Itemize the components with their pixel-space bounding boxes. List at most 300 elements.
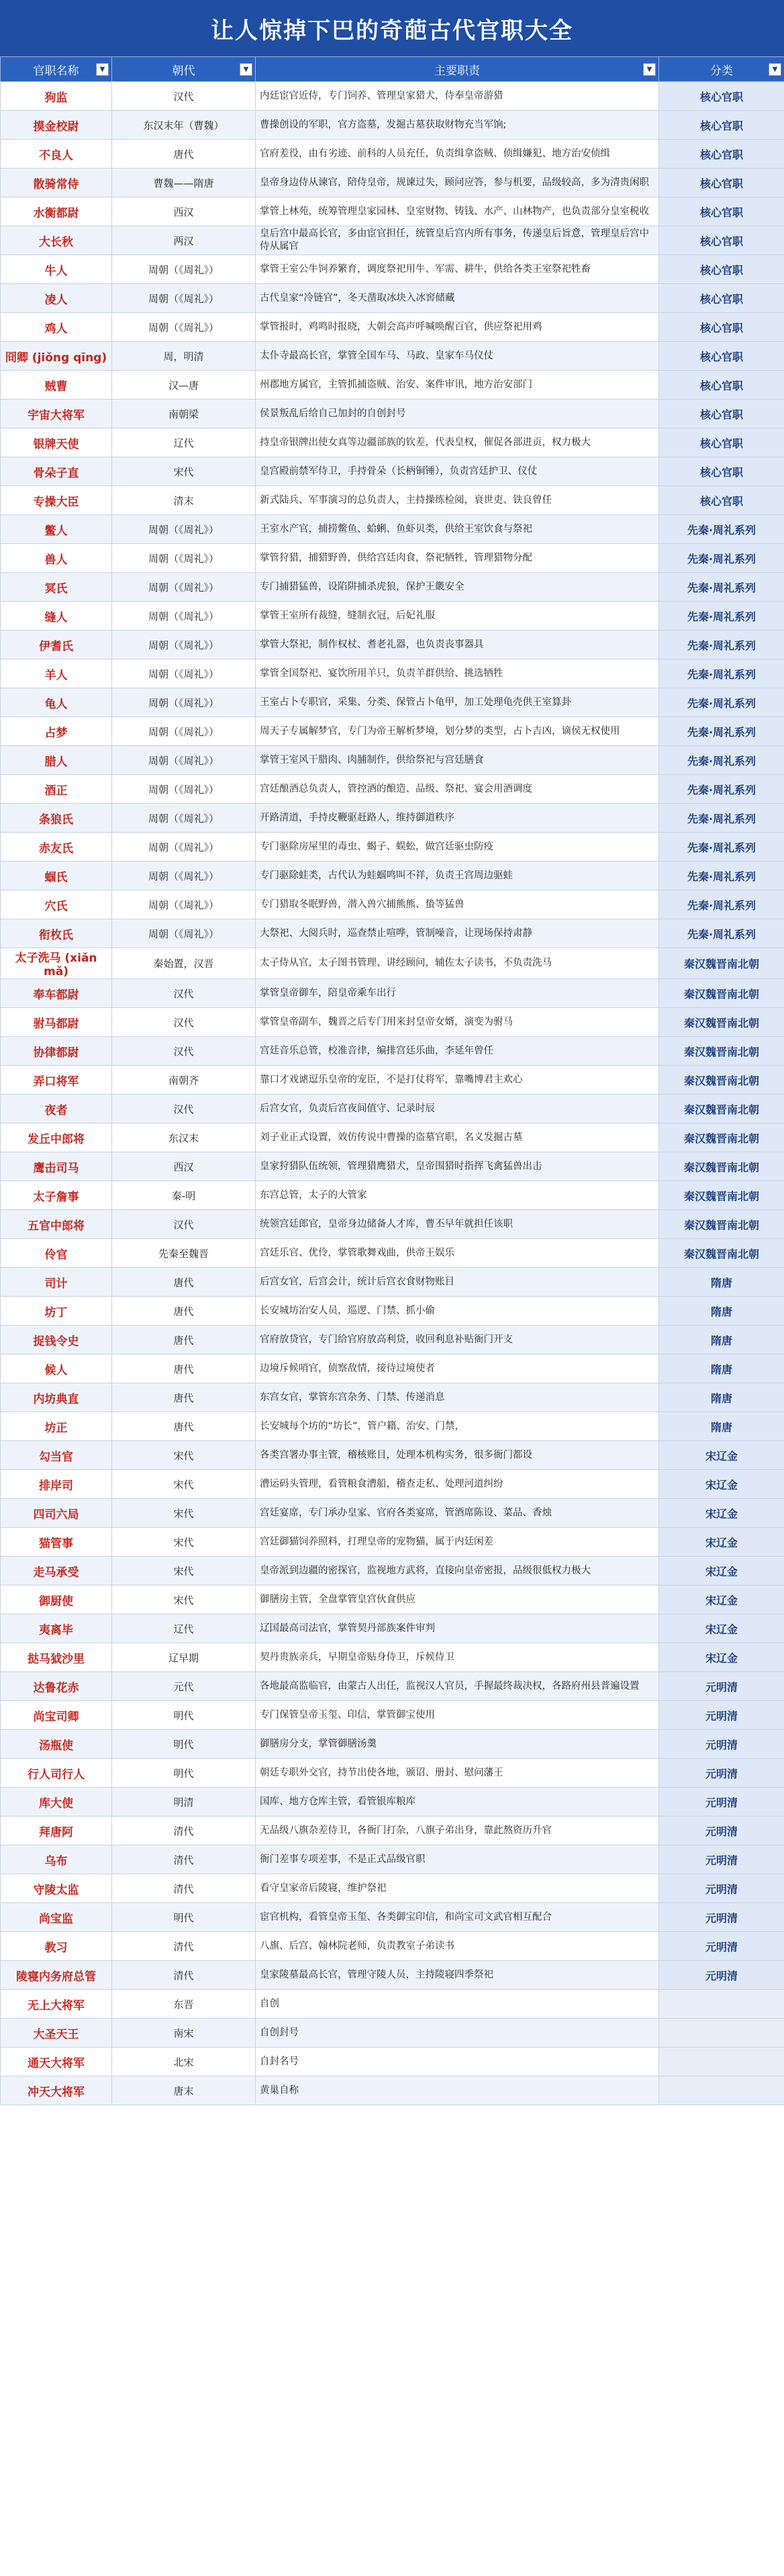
category-cell[interactable]: 隋唐 [659, 1412, 784, 1441]
dynasty-cell[interactable]: 周朝（《周礼》） [112, 544, 256, 573]
dynasty-cell[interactable]: 辽代 [112, 428, 256, 457]
category-cell[interactable]: 隋唐 [659, 1297, 784, 1326]
category-cell[interactable]: 先秦·周礼系列 [659, 659, 784, 688]
category-cell[interactable]: 先秦·周礼系列 [659, 515, 784, 544]
dynasty-cell[interactable]: 唐代 [112, 1326, 256, 1354]
category-cell[interactable]: 先秦·周礼系列 [659, 890, 784, 919]
duty-cell[interactable]: 自创封号 [256, 2019, 659, 2048]
official-name-cell[interactable]: 夜者 [1, 1095, 112, 1123]
duty-cell[interactable]: 掌管狩猎，捕猎野兽，供给宫廷肉食，祭祀牺牲，管理猎物分配 [256, 544, 659, 573]
duty-cell[interactable]: 持皇帝银牌出使女真等边疆部族的钦差，代表皇权，催促各部进贡，权力极大 [256, 428, 659, 457]
category-cell[interactable]: 秦汉魏晋南北朝 [659, 948, 784, 979]
category-cell[interactable]: 先秦·周礼系列 [659, 919, 784, 948]
duty-cell[interactable]: 新式陆兵、军事演习的总负责人，主持操练检阅，衰世吏、铁良曾任 [256, 486, 659, 515]
official-name-cell[interactable]: 酒正 [1, 775, 112, 804]
dynasty-cell[interactable]: 东晋 [112, 1990, 256, 2019]
table-row [1, 1008, 784, 1037]
dynasty-cell[interactable]: 南朝梁 [112, 400, 256, 428]
category-cell[interactable]: 宋辽金 [659, 1499, 784, 1528]
category-cell[interactable]: 隋唐 [659, 1268, 784, 1297]
duty-cell[interactable]: 宫廷乐官、优伶，掌管歌舞戏曲，供帝王娱乐 [256, 1239, 659, 1268]
category-cell[interactable]: 秦汉魏晋南北朝 [659, 1123, 784, 1152]
dynasty-cell[interactable]: 南朝齐 [112, 1066, 256, 1095]
official-name-cell[interactable]: 冲天大将军 [1, 2076, 112, 2105]
category-cell[interactable]: 先秦·周礼系列 [659, 717, 784, 746]
category-cell[interactable]: 先秦·周礼系列 [659, 804, 784, 833]
official-name-cell[interactable]: 挞马狘沙里 [1, 1643, 112, 1672]
duty-cell[interactable]: 州郡地方属官，主管抓捕盗贼、治安、案件审讯，地方治安部门 [256, 371, 659, 400]
official-name-cell[interactable]: 汤瓶使 [1, 1730, 112, 1759]
category-cell[interactable]: 秦汉魏晋南北朝 [659, 1239, 784, 1268]
duty-cell[interactable]: 御膳房分支，掌管御膳汤羹 [256, 1730, 659, 1759]
dynasty-cell[interactable]: 东汉末年（曹魏） [112, 111, 256, 140]
duty-cell[interactable]: 黄巢自称 [256, 2076, 659, 2105]
dynasty-cell[interactable]: 东汉末 [112, 1123, 256, 1152]
dynasty-cell[interactable]: 宋代 [112, 1470, 256, 1499]
dynasty-cell[interactable]: 周朝（《周礼》） [112, 862, 256, 890]
official-name-cell[interactable]: 尚宝司卿 [1, 1701, 112, 1730]
table-row [1, 1961, 784, 1990]
duty-cell[interactable]: 掌管全国祭祀、宴饮所用羊只，负责羊群供给、挑选牺牲 [256, 659, 659, 688]
dynasty-cell[interactable]: 周朝（《周礼》） [112, 573, 256, 602]
official-name-cell[interactable]: 拜唐阿 [1, 1816, 112, 1845]
category-cell[interactable]: 秦汉魏晋南北朝 [659, 1008, 784, 1037]
category-cell[interactable]: 宋辽金 [659, 1470, 784, 1499]
dynasty-cell[interactable]: 西汉 [112, 197, 256, 226]
category-cell[interactable]: 核心官职 [659, 82, 784, 111]
dynasty-cell[interactable]: 汉代 [112, 1037, 256, 1066]
official-name-cell[interactable]: 衔枚氏 [1, 919, 112, 948]
dynasty-cell[interactable]: 明清 [112, 1788, 256, 1816]
category-cell[interactable] [659, 1990, 784, 2019]
duty-cell[interactable]: 各类宫署办事主管，稽核账目，处理本机构实务，很多衙门都设 [256, 1441, 659, 1470]
table-row [1, 1499, 784, 1528]
duty-cell[interactable]: 自创 [256, 1990, 659, 2019]
duty-cell[interactable]: 长安城坊治安人员，巡逻、门禁、抓小偷 [256, 1297, 659, 1326]
dynasty-cell[interactable]: 周朝（《周礼》） [112, 284, 256, 313]
official-name-cell[interactable]: 占梦 [1, 717, 112, 746]
duty-cell[interactable]: 太仆寺最高长官，掌管全国车马、马政、皇家车马仪仗 [256, 342, 659, 371]
duty-cell[interactable]: 宫廷酿酒总负责人，管控酒的酿造、品级、祭祀、宴会用酒调度 [256, 775, 659, 804]
official-name-cell[interactable]: 行人司行人 [1, 1759, 112, 1788]
duty-cell[interactable]: 官府差役，由有劣迹、前科的人员充任，负责缉拿盗贼、侦缉嫌犯、地方治安侦缉 [256, 140, 659, 169]
dynasty-cell[interactable]: 两汉 [112, 226, 256, 255]
duty-cell[interactable]: 曹操创设的军职，官方盗墓，发掘古墓获取财物充当军饷; [256, 111, 659, 140]
category-cell[interactable]: 秦汉魏晋南北朝 [659, 1210, 784, 1239]
official-name-cell[interactable]: 凌人 [1, 284, 112, 313]
category-cell[interactable]: 元明清 [659, 1961, 784, 1990]
duty-cell[interactable]: 东宫总管，太子的大管家 [256, 1181, 659, 1210]
category-cell[interactable]: 先秦·周礼系列 [659, 833, 784, 862]
duty-cell[interactable]: 看守皇家帝后陵寝，维护祭祀 [256, 1874, 659, 1903]
duty-cell[interactable]: 掌管大祭祀，制作权杖、耆老礼器，也负责丧事器具 [256, 631, 659, 659]
official-name-cell[interactable]: 鸡人 [1, 313, 112, 342]
duty-cell[interactable]: 皇宫殿前禁军侍卫，手持骨朵（长柄铜锤），负责宫廷护卫、仪仗 [256, 457, 659, 486]
dynasty-cell[interactable]: 汉代 [112, 1008, 256, 1037]
category-cell[interactable]: 元明清 [659, 1672, 784, 1701]
dynasty-cell[interactable]: 辽早期 [112, 1643, 256, 1672]
category-cell[interactable]: 宋辽金 [659, 1557, 784, 1585]
category-cell[interactable]: 秦汉魏晋南北朝 [659, 1181, 784, 1210]
category-cell[interactable]: 核心官职 [659, 428, 784, 457]
duty-cell[interactable]: 专门驱除房屋里的毒虫、蝎子、蜈蚣，做宫廷驱虫防疫 [256, 833, 659, 862]
dynasty-cell[interactable]: 先秦至魏晋 [112, 1239, 256, 1268]
dynasty-cell[interactable]: 唐代 [112, 1412, 256, 1441]
category-cell[interactable]: 核心官职 [659, 313, 784, 342]
table-row [1, 775, 784, 804]
official-name-cell[interactable]: 穴氏 [1, 890, 112, 919]
category-cell[interactable]: 核心官职 [659, 226, 784, 255]
official-name-cell[interactable]: 达鲁花赤 [1, 1672, 112, 1701]
table-row [1, 1268, 784, 1297]
category-cell[interactable]: 先秦·周礼系列 [659, 602, 784, 631]
official-name-cell[interactable]: 银牌天使 [1, 428, 112, 457]
dynasty-cell[interactable]: 周朝（《周礼》） [112, 919, 256, 948]
dynasty-cell[interactable]: 宋代 [112, 1499, 256, 1528]
official-name-cell[interactable]: 发丘中郎将 [1, 1123, 112, 1152]
duty-cell[interactable]: 后宫女官，后宫会计，统计后宫衣食财物账目 [256, 1268, 659, 1297]
dynasty-cell[interactable]: 宋代 [112, 1557, 256, 1585]
duty-cell[interactable]: 辽国最高司法官，掌管契丹部族案件审判 [256, 1614, 659, 1643]
filter-dropdown-icon[interactable]: ▼ [643, 63, 656, 76]
duty-cell[interactable]: 皇后宫中最高长官，多由宦官担任，统管皇后宫内所有事务，传递皇后旨意，管理皇后宫中侍从属官 [256, 226, 659, 255]
dynasty-cell[interactable]: 宋代 [112, 457, 256, 486]
dynasty-cell[interactable]: 宋代 [112, 1585, 256, 1614]
category-cell[interactable]: 先秦·周礼系列 [659, 573, 784, 602]
dynasty-cell[interactable]: 唐代 [112, 1383, 256, 1412]
official-name-cell[interactable]: 大圣天王 [1, 2019, 112, 2048]
category-cell[interactable]: 秦汉魏晋南北朝 [659, 1066, 784, 1095]
official-name-cell[interactable]: 蝈氏 [1, 862, 112, 890]
duty-cell[interactable]: 侯景叛乱后给自己加封的自创封号 [256, 400, 659, 428]
duty-cell[interactable]: 周天子专属解梦官，专门为帝王解析梦境，划分梦的类型，占卜吉凶，谪侯无权使用 [256, 717, 659, 746]
duty-cell[interactable]: 后宫女官，负责后宫夜间值守、记录时辰 [256, 1095, 659, 1123]
official-name-cell[interactable]: 驸马都尉 [1, 1008, 112, 1037]
official-name-cell[interactable]: 库大使 [1, 1788, 112, 1816]
category-cell[interactable]: 先秦·周礼系列 [659, 631, 784, 659]
table-row [1, 1037, 784, 1066]
duty-cell[interactable]: 王室占卜专职官，采集、分类、保管占卜龟甲，加工处理龟壳供王室算卦 [256, 688, 659, 717]
table-row [1, 948, 784, 979]
dynasty-cell[interactable]: 周朝（《周礼》） [112, 659, 256, 688]
duty-cell[interactable]: 古代皇家“冷链官”，冬天凿取冰块入冰窖储藏 [256, 284, 659, 313]
duty-cell[interactable]: 八旗、后宫、翰林院老师，负责教室子弟读书 [256, 1932, 659, 1961]
official-name-cell[interactable]: 通天大将军 [1, 2048, 112, 2076]
table-row [1, 169, 784, 197]
category-cell[interactable]: 核心官职 [659, 169, 784, 197]
official-name-cell[interactable]: 太子洗马 (xiǎn mǎ) [1, 948, 112, 979]
official-name-cell[interactable]: 尚宝监 [1, 1903, 112, 1932]
dynasty-cell[interactable]: 周朝（《周礼》） [112, 890, 256, 919]
duty-cell[interactable]: 掌管王室所有裁缝，缝制衣冠，后妃礼服 [256, 602, 659, 631]
official-name-cell[interactable]: 羊人 [1, 659, 112, 688]
duty-cell[interactable]: 宦官机构，看管皇帝玉玺、各类御宝印信，和尚宝司文武官相互配合 [256, 1903, 659, 1932]
category-cell[interactable]: 秦汉魏晋南北朝 [659, 1095, 784, 1123]
official-name-cell[interactable]: 协律都尉 [1, 1037, 112, 1066]
duty-cell[interactable]: 官府放贷官，专门给官府放高利贷，收回利息补贴衙门开支 [256, 1326, 659, 1354]
duty-cell[interactable]: 各地最高监临官，由蒙古人出任，监视汉人官员，手握最终裁决权，各路府州县普遍设置 [256, 1672, 659, 1701]
official-name-cell[interactable]: 弄口将军 [1, 1066, 112, 1095]
official-name-cell[interactable]: 候人 [1, 1354, 112, 1383]
category-cell[interactable]: 宋辽金 [659, 1614, 784, 1643]
official-name-cell[interactable]: 猫管事 [1, 1528, 112, 1557]
duty-cell[interactable]: 无品级八旗杂差侍卫，各衙门打杂，八旗子弟出身，靠此熬资历升官 [256, 1816, 659, 1845]
table-row [1, 226, 784, 255]
official-name-cell[interactable]: 兽人 [1, 544, 112, 573]
official-name-cell[interactable]: 散骑常侍 [1, 169, 112, 197]
category-cell[interactable]: 元明清 [659, 1730, 784, 1759]
dynasty-cell[interactable]: 明代 [112, 1730, 256, 1759]
category-cell[interactable]: 核心官职 [659, 284, 784, 313]
official-name-cell[interactable]: 坊正 [1, 1412, 112, 1441]
dynasty-cell[interactable]: 周朝（《周礼》） [112, 602, 256, 631]
duty-cell[interactable]: 内廷宦官近侍，专门饲养、管理皇家猎犬，侍奉皇帝游猎 [256, 82, 659, 111]
official-name-cell[interactable]: 排岸司 [1, 1470, 112, 1499]
official-name-cell[interactable]: 走马承受 [1, 1557, 112, 1585]
category-cell[interactable] [659, 2076, 784, 2105]
category-cell[interactable]: 宋辽金 [659, 1585, 784, 1614]
dynasty-cell[interactable]: 周朝（《周礼》） [112, 775, 256, 804]
duty-cell[interactable]: 契丹贵族亲兵，早期皇帝贴身侍卫，斥候侍卫 [256, 1643, 659, 1672]
duty-cell[interactable]: 漕运码头管理，看管粮食漕船，稽查走私、处理河道纠纷 [256, 1470, 659, 1499]
category-cell[interactable]: 宋辽金 [659, 1528, 784, 1557]
official-name-cell[interactable]: 水衡都尉 [1, 197, 112, 226]
dynasty-cell[interactable]: 宋代 [112, 1528, 256, 1557]
table-row [1, 573, 784, 602]
category-cell[interactable]: 核心官职 [659, 255, 784, 284]
duty-cell[interactable]: 掌管皇帝副车，魏晋之后专门用来封皇帝女婿，演变为驸马 [256, 1008, 659, 1037]
dynasty-cell[interactable]: 秦始置，汉晋 [112, 948, 256, 979]
dynasty-cell[interactable]: 元代 [112, 1672, 256, 1701]
duty-cell[interactable]: 专门驱除蛙类，古代认为蛙蝈鸣叫不祥，负责王宫周边驱蛙 [256, 862, 659, 890]
dynasty-cell[interactable]: 周朝（《周礼》） [112, 833, 256, 862]
table-row [1, 284, 784, 313]
category-cell[interactable]: 宋辽金 [659, 1441, 784, 1470]
dynasty-cell[interactable]: 周朝（《周礼》） [112, 804, 256, 833]
official-name-cell[interactable]: 专操大臣 [1, 486, 112, 515]
category-cell[interactable]: 元明清 [659, 1874, 784, 1903]
official-name-cell[interactable]: 鳖人 [1, 515, 112, 544]
category-cell[interactable]: 元明清 [659, 1903, 784, 1932]
category-cell[interactable]: 元明清 [659, 1701, 784, 1730]
dynasty-cell[interactable]: 明代 [112, 1903, 256, 1932]
dynasty-cell[interactable]: 西汉 [112, 1152, 256, 1181]
duty-cell[interactable]: 太子侍从官，太子图书管理、讲经顾问，辅佐太子读书，不负责洗马 [256, 948, 659, 979]
category-cell[interactable]: 核心官职 [659, 197, 784, 226]
duty-cell[interactable]: 皇帝身边侍从谏官，陪侍皇帝，规谏过失，顾问应答，参与机要，品级较高，多为清贵闲职 [256, 169, 659, 197]
category-cell[interactable]: 先秦·周礼系列 [659, 775, 784, 804]
official-name-cell[interactable]: 龟人 [1, 688, 112, 717]
category-cell[interactable]: 核心官职 [659, 342, 784, 371]
duty-cell[interactable]: 刘子业正式设置，效仿传说中曹操的盗墓官职，名义发掘古墓 [256, 1123, 659, 1152]
category-cell[interactable]: 隋唐 [659, 1326, 784, 1354]
dynasty-cell[interactable]: 周朝（《周礼》） [112, 717, 256, 746]
duty-cell[interactable]: 长安城每个坊的“坊长”，管户籍、治安、门禁， [256, 1412, 659, 1441]
dynasty-cell[interactable]: 唐末 [112, 2076, 256, 2105]
duty-cell[interactable]: 靠口才戏谑逗乐皇帝的宠臣，不是打仗将军，靠嘴博君主欢心 [256, 1066, 659, 1095]
dynasty-cell[interactable]: 周朝（《周礼》） [112, 515, 256, 544]
official-name-cell[interactable]: 乌布 [1, 1845, 112, 1874]
official-name-cell[interactable]: 冏卿 (jiǒng qīng) [1, 342, 112, 371]
category-cell[interactable]: 秦汉魏晋南北朝 [659, 1037, 784, 1066]
official-name-cell[interactable]: 不良人 [1, 140, 112, 169]
official-name-cell[interactable]: 鹰击司马 [1, 1152, 112, 1181]
duty-cell[interactable]: 御膳房主管，全盘掌管皇宫伙食供应 [256, 1585, 659, 1614]
dynasty-cell[interactable]: 清代 [112, 1961, 256, 1990]
dynasty-cell[interactable]: 周朝（《周礼》） [112, 746, 256, 775]
duty-cell[interactable]: 东宫女官，掌管东宫杂务、门禁、传递消息 [256, 1383, 659, 1412]
official-name-cell[interactable]: 御厨使 [1, 1585, 112, 1614]
dynasty-cell[interactable]: 清代 [112, 1845, 256, 1874]
dynasty-cell[interactable]: 周朝（《周礼》） [112, 313, 256, 342]
duty-cell[interactable]: 掌管皇帝御车，陪皇帝乘车出行 [256, 979, 659, 1008]
official-name-cell[interactable]: 奉车都尉 [1, 979, 112, 1008]
duty-cell[interactable]: 自封名号 [256, 2048, 659, 2076]
dynasty-cell[interactable]: 宋代 [112, 1441, 256, 1470]
official-name-cell[interactable]: 赤友氏 [1, 833, 112, 862]
duty-cell[interactable]: 统领宫廷郎官，皇帝身边储备人才库，曹丕早年就担任该职 [256, 1210, 659, 1239]
dynasty-cell[interactable]: 周朝（《周礼》） [112, 688, 256, 717]
duty-cell[interactable]: 边境斥候哨官，侦察敌情，接待过境使者 [256, 1354, 659, 1383]
dynasty-cell[interactable]: 清末 [112, 486, 256, 515]
official-name-cell[interactable]: 冥氏 [1, 573, 112, 602]
duty-cell[interactable]: 朝廷专职外交官，持节出使各地，颁诏、册封、慰问藩王 [256, 1759, 659, 1788]
category-cell[interactable]: 核心官职 [659, 400, 784, 428]
table-row [1, 371, 784, 400]
dynasty-cell[interactable]: 曹魏——隋唐 [112, 169, 256, 197]
official-name-cell[interactable]: 伶官 [1, 1239, 112, 1268]
dynasty-cell[interactable]: 周朝（《周礼》） [112, 255, 256, 284]
duty-cell[interactable]: 掌管报时，鸡鸣时报晓，大朝会高声呼喊唤醒百官，供应祭祀用鸡 [256, 313, 659, 342]
category-cell[interactable]: 秦汉魏晋南北朝 [659, 1152, 784, 1181]
category-cell[interactable]: 先秦·周礼系列 [659, 862, 784, 890]
official-name-cell[interactable]: 腊人 [1, 746, 112, 775]
dynasty-cell[interactable]: 汉代 [112, 979, 256, 1008]
category-cell[interactable] [659, 2019, 784, 2048]
official-name-cell[interactable]: 陵寝内务府总管 [1, 1961, 112, 1990]
dynasty-cell[interactable]: 唐代 [112, 1268, 256, 1297]
category-cell[interactable]: 先秦·周礼系列 [659, 544, 784, 573]
official-name-cell[interactable]: 缝人 [1, 602, 112, 631]
official-name-cell[interactable]: 条狼氏 [1, 804, 112, 833]
official-name-cell[interactable]: 无上大将军 [1, 1990, 112, 2019]
official-name-cell[interactable]: 伊耆氏 [1, 631, 112, 659]
official-name-cell[interactable]: 宇宙大将军 [1, 400, 112, 428]
official-name-cell[interactable]: 捉钱令史 [1, 1326, 112, 1354]
duty-cell[interactable]: 大祭祀、大阅兵时，巡查禁止喧哗，管制噪音，让现场保持肃静 [256, 919, 659, 948]
category-cell[interactable]: 核心官职 [659, 111, 784, 140]
official-name-cell[interactable]: 勾当官 [1, 1441, 112, 1470]
category-cell[interactable]: 核心官职 [659, 486, 784, 515]
duty-cell[interactable]: 国库、地方仓库主管，看管银库粮库 [256, 1788, 659, 1816]
official-name-cell[interactable]: 教习 [1, 1932, 112, 1961]
category-cell[interactable]: 先秦·周礼系列 [659, 746, 784, 775]
duty-cell[interactable]: 衙门差事专项差事，不是正式品级官职 [256, 1845, 659, 1874]
duty-cell[interactable]: 皇家陵墓最高长官，管理守陵人员，主持陵寝四季祭祀 [256, 1961, 659, 1990]
dynasty-cell[interactable]: 汉代 [112, 1095, 256, 1123]
official-name-cell[interactable]: 太子詹事 [1, 1181, 112, 1210]
official-name-cell[interactable]: 牛人 [1, 255, 112, 284]
table-row [1, 659, 784, 688]
dynasty-cell[interactable]: 北宋 [112, 2048, 256, 2076]
table-row [1, 1412, 784, 1441]
category-cell[interactable]: 隋唐 [659, 1383, 784, 1412]
official-name-cell[interactable]: 骨朵子直 [1, 457, 112, 486]
official-name-cell[interactable]: 四司六局 [1, 1499, 112, 1528]
official-name-cell[interactable]: 坊丁 [1, 1297, 112, 1326]
official-name-cell[interactable]: 守陵太监 [1, 1874, 112, 1903]
official-name-cell[interactable]: 摸金校尉 [1, 111, 112, 140]
official-name-cell[interactable]: 狗监 [1, 82, 112, 111]
category-cell[interactable]: 隋唐 [659, 1354, 784, 1383]
dynasty-cell[interactable]: 辽代 [112, 1614, 256, 1643]
official-name-cell[interactable]: 夷离毕 [1, 1614, 112, 1643]
category-cell[interactable]: 元明清 [659, 1932, 784, 1961]
dynasty-cell[interactable]: 明代 [112, 1701, 256, 1730]
dynasty-cell[interactable]: 明代 [112, 1759, 256, 1788]
dynasty-cell[interactable]: 汉—唐 [112, 371, 256, 400]
duty-cell[interactable]: 宫廷宴席，专门承办皇家、官府各类宴席，管酒席陈设、菜品、香烛 [256, 1499, 659, 1528]
duty-cell[interactable]: 专门保管皇帝玉玺、印信，掌管御宝使用 [256, 1701, 659, 1730]
filter-dropdown-icon[interactable]: ▼ [240, 63, 252, 76]
dynasty-cell[interactable]: 清代 [112, 1932, 256, 1961]
dynasty-cell[interactable]: 汉代 [112, 1210, 256, 1239]
category-cell[interactable]: 元明清 [659, 1788, 784, 1816]
duty-cell[interactable]: 皇帝派到边疆的密探官，监视地方武将，直接向皇帝密报，品级很低权力极大 [256, 1557, 659, 1585]
duty-cell[interactable]: 掌管王室公牛饲养繁育，调度祭祀用牛、军需、耕牛，供给各类王室祭祀牲畜 [256, 255, 659, 284]
duty-cell[interactable]: 皇家狩猎队伍统领，管理猎鹰猎犬，皇帝围猎时指挥飞禽猛兽出击 [256, 1152, 659, 1181]
duty-cell[interactable]: 掌管王室风干腊肉、肉脯制作，供给祭祀与宫廷膳食 [256, 746, 659, 775]
dynasty-cell[interactable]: 唐代 [112, 140, 256, 169]
category-cell[interactable]: 先秦·周礼系列 [659, 688, 784, 717]
dynasty-cell[interactable]: 汉代 [112, 82, 256, 111]
duty-cell[interactable]: 王室水产官，捕捞鳖鱼、蛤蜊、鱼虾贝类，供给王室饮食与祭祀 [256, 515, 659, 544]
filter-dropdown-icon[interactable]: ▼ [769, 63, 781, 76]
duty-cell[interactable]: 宫廷御猫饲养照料，打理皇帝的宠物猫，属于内廷闲差 [256, 1528, 659, 1557]
dynasty-cell[interactable]: 南宋 [112, 2019, 256, 2048]
category-cell[interactable]: 元明清 [659, 1845, 784, 1874]
duty-cell[interactable]: 宫廷音乐总管，校准音律，编排宫廷乐曲，李延年曾任 [256, 1037, 659, 1066]
filter-dropdown-icon[interactable]: ▼ [96, 63, 109, 76]
category-cell[interactable] [659, 2048, 784, 2076]
category-cell[interactable]: 核心官职 [659, 140, 784, 169]
official-name-cell[interactable]: 五官中郎将 [1, 1210, 112, 1239]
duty-cell[interactable]: 专门捕猎猛兽，设陷阱捕杀虎狼，保护王畿安全 [256, 573, 659, 602]
duty-cell[interactable]: 专门猎取冬眠野兽，潜入兽穴捕熊熊、蛰等猛兽 [256, 890, 659, 919]
category-cell[interactable]: 元明清 [659, 1759, 784, 1788]
dynasty-cell[interactable]: 周朝（《周礼》） [112, 631, 256, 659]
category-cell[interactable]: 宋辽金 [659, 1643, 784, 1672]
table-row [1, 1730, 784, 1759]
duty-cell[interactable]: 开路清道，手持皮鞭驱赶路人，维持御道秩序 [256, 804, 659, 833]
table-row [1, 1932, 784, 1961]
dynasty-cell[interactable]: 唐代 [112, 1354, 256, 1383]
official-name-cell[interactable]: 司计 [1, 1268, 112, 1297]
category-cell[interactable]: 核心官职 [659, 371, 784, 400]
dynasty-cell[interactable]: 秦-明 [112, 1181, 256, 1210]
official-name-cell[interactable]: 大长秋 [1, 226, 112, 255]
dynasty-cell[interactable]: 唐代 [112, 1297, 256, 1326]
category-cell[interactable]: 元明清 [659, 1816, 784, 1845]
duty-cell[interactable]: 掌管上林苑，统筹管理皇家园林、皇室财物、铸钱、水产、山林物产，也负责部分皇室税收 [256, 197, 659, 226]
dynasty-cell[interactable]: 清代 [112, 1874, 256, 1903]
category-cell[interactable]: 核心官职 [659, 457, 784, 486]
official-name-cell[interactable]: 内坊典直 [1, 1383, 112, 1412]
category-cell[interactable]: 秦汉魏晋南北朝 [659, 979, 784, 1008]
dynasty-cell[interactable]: 清代 [112, 1816, 256, 1845]
dynasty-cell[interactable]: 周，明清 [112, 342, 256, 371]
official-name-cell[interactable]: 贼曹 [1, 371, 112, 400]
